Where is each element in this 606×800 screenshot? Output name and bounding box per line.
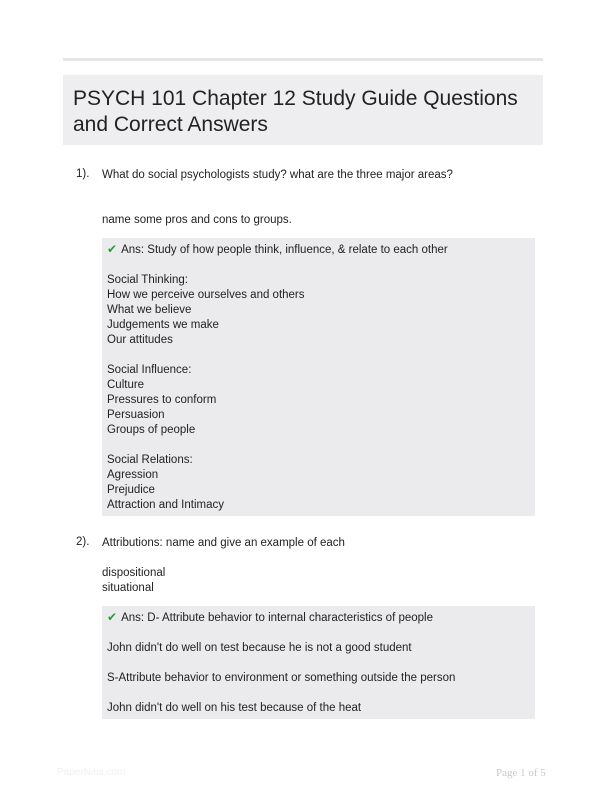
- question-text: [102, 168, 532, 228]
- page-indicator: Page 1 of 5: [496, 767, 546, 779]
- question-line: [102, 183, 532, 198]
- answer-line: [107, 348, 530, 363]
- page-title: [73, 86, 533, 138]
- answer-line: [107, 686, 530, 701]
- question-line: Attributions: name and give an example of each: [102, 537, 345, 549]
- answer-line: [107, 438, 530, 453]
- question-line: name some pros and cons to groups.: [102, 214, 292, 226]
- top-divider: [63, 58, 543, 61]
- question-line: [102, 198, 532, 213]
- answer-line: Attraction and Intimacy: [107, 499, 224, 511]
- answer-line: Persuasion: [107, 409, 165, 421]
- answer-line: Social Relations:: [107, 454, 193, 466]
- answer-line: John didn't do well on test because he is not a good student: [107, 642, 412, 654]
- footer-site-link[interactable]: PaperNibs.com: [57, 767, 126, 778]
- question-number: 2).: [76, 536, 90, 548]
- answer-line: Pressures to conform: [107, 394, 217, 406]
- question-text: [102, 536, 532, 596]
- check-icon: ✔: [107, 242, 118, 256]
- answer-line: Culture: [107, 379, 145, 391]
- question-line: What do social psychologists study? what are the three major areas?: [102, 169, 453, 181]
- answer-box: [102, 238, 535, 516]
- answer-line: Ans: D- Attribute behavior to internal characteristics of people: [121, 612, 433, 624]
- answer-line: Ans: Study of how people think, influence, & relate to each other: [121, 244, 448, 256]
- answer-line: Social Thinking:: [107, 274, 188, 286]
- question-number: 1).: [76, 168, 90, 180]
- question-line: situational: [102, 582, 154, 594]
- title-line-2: and Correct Answers: [73, 113, 268, 136]
- answer-line: Groups of people: [107, 424, 196, 436]
- answer-line: Judgements we make: [107, 319, 219, 331]
- answer-line: Agression: [107, 469, 159, 481]
- answer-line: [107, 258, 530, 273]
- answer-line: How we perceive ourselves and others: [107, 289, 305, 301]
- question-line: dispositional: [102, 567, 166, 579]
- check-icon: ✔: [107, 610, 118, 624]
- answer-line: Social Influence:: [107, 364, 192, 376]
- answer-line: What we believe: [107, 304, 192, 316]
- answer-line: Our attitudes: [107, 334, 173, 346]
- title-line-1: PSYCH 101 Chapter 12 Study Guide Questions: [73, 87, 518, 110]
- answer-line: Prejudice: [107, 484, 155, 496]
- answer-line: John didn't do well on his test because of the heat: [107, 702, 362, 714]
- answer-box: [102, 606, 535, 719]
- answer-line: [107, 656, 530, 671]
- question-line: [102, 551, 532, 566]
- title-box: [63, 75, 543, 145]
- answer-line: S-Attribute behavior to environment or something outside the person: [107, 672, 456, 684]
- answer-line: [107, 626, 530, 641]
